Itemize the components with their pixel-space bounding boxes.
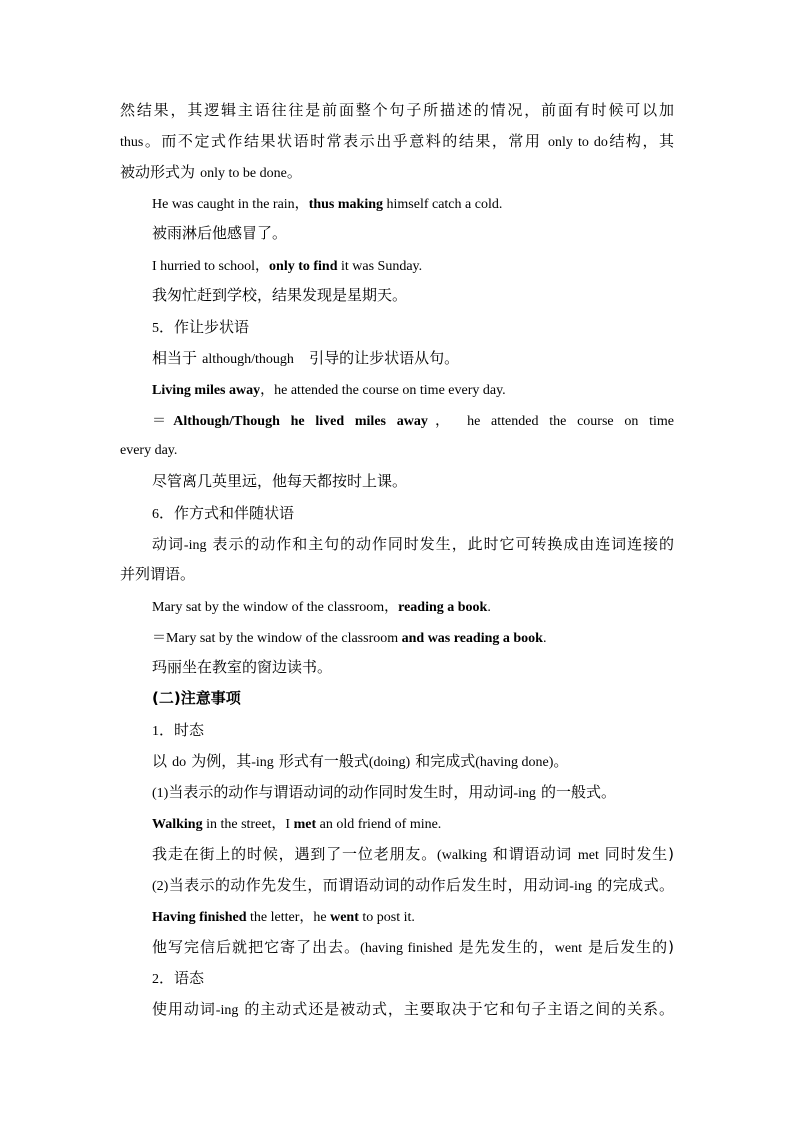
translation-line <box>120 838 674 869</box>
section-heading <box>120 311 674 342</box>
text-segment: 2 <box>152 972 159 987</box>
translation-line <box>120 931 674 962</box>
text-segment: 。 <box>286 163 302 181</box>
text-segment: 5 <box>152 321 159 336</box>
paragraph-line <box>120 528 674 559</box>
text-segment: in the street，I <box>202 817 294 832</box>
example-sentence <box>120 590 674 621</box>
paragraph-line <box>120 94 674 125</box>
bold-phrase: Living miles away <box>152 383 261 398</box>
text-segment: ＝ <box>152 414 174 429</box>
example-sentence <box>120 187 674 218</box>
text-segment: 结构，其 <box>607 132 674 150</box>
text-segment: (walking <box>437 848 487 863</box>
text-segment: do <box>172 755 187 770</box>
example-sentence <box>120 249 674 280</box>
text-segment: to post it. <box>358 910 415 925</box>
text-segment: 。而不定式作结果状语时常表示出乎意料的结果，常用 <box>143 132 542 150</box>
document-page <box>120 94 674 1024</box>
heading-text: (二)注意事项 <box>152 689 241 707</box>
text-segment: thus <box>120 135 144 150</box>
bold-phrase: met <box>293 817 317 832</box>
example-sentence <box>120 621 674 652</box>
bold-phrase: Having finished <box>152 910 247 925</box>
example-sentence <box>120 404 674 435</box>
example-sentence <box>120 807 674 838</box>
text-segment: 1 <box>152 724 159 739</box>
text-segment: although/though <box>202 352 294 367</box>
text-segment: -ing <box>215 1003 239 1018</box>
text-segment: 以 <box>152 752 168 770</box>
text-segment: -ing <box>569 879 592 894</box>
text-segment: 表示的动作和主句的动作同时发生，此时它可转换成由连词连接的 <box>212 535 674 553</box>
text-segment: 的完成式。 <box>597 876 674 894</box>
bold-phrase: thus making <box>308 197 383 212</box>
text-segment: 引导的让步状语从句。 <box>309 349 460 367</box>
text-segment: himself catch a cold. <box>383 197 503 212</box>
text-segment: 6 <box>152 507 159 522</box>
text-segment: met <box>577 848 599 863</box>
text-segment: 。 <box>553 752 569 770</box>
paragraph-line <box>120 745 674 776</box>
bold-phrase: Although/Though he lived miles away <box>173 414 428 429</box>
text-segment: 的主动式还是被动式，主要取决于它和句子主语之间的关系。 <box>244 1000 674 1018</box>
text-segment: 我走在街上的时候，遇到了一位老朋友。 <box>152 845 438 863</box>
text-segment: Mary sat by the window of the classroom， <box>152 600 399 615</box>
paragraph-line <box>120 776 674 807</box>
text-segment: only to be done <box>200 166 287 181</box>
text-segment: 他写完信后就把它寄了出去。 <box>152 938 361 956</box>
translation-line: 玛丽坐在教室的窗边读书。 <box>152 658 333 676</box>
text-segment: ．时态 <box>159 721 205 739</box>
text-segment: 相当于 <box>152 349 198 367</box>
text-segment: only to do <box>548 135 608 150</box>
translation-line: 被雨淋后他感冒了。 <box>152 224 288 242</box>
text-segment: an old friend of mine. <box>316 817 442 832</box>
section-heading <box>120 683 674 714</box>
section-heading <box>120 962 674 993</box>
example-sentence <box>120 900 674 931</box>
bold-phrase: reading a book <box>398 600 488 615</box>
text-segment: ．作方式和伴随状语 <box>159 504 295 522</box>
text-segment: 和谓语动词 <box>492 845 572 863</box>
example-sentence <box>120 373 674 404</box>
text-segment: (1) <box>152 786 169 801</box>
text-segment: 被动形式为 <box>120 163 196 181</box>
text-segment: 动词 <box>152 535 184 553</box>
text-segment: 形式有一般式 <box>278 752 369 770</box>
text-segment: I hurried to school， <box>152 259 270 274</box>
section-heading <box>120 497 674 528</box>
text-segment: 使用动词 <box>152 1000 216 1018</box>
text-segment: . <box>487 600 491 615</box>
text-segment: -ing <box>251 755 274 770</box>
translation-line: 尽管离几英里远，他每天都按时上课。 <box>152 472 408 490</box>
paragraph-line: 并列谓语。 <box>120 565 196 583</box>
text-segment: 当表示的动作先发生，而谓语动词的动作后发生时，用动词 <box>168 876 570 894</box>
text-segment: 是先发生的， <box>458 938 555 956</box>
text-segment: 和完成式 <box>415 752 476 770</box>
text-segment: . <box>542 631 547 646</box>
paragraph-line <box>120 993 674 1024</box>
section-heading <box>120 714 674 745</box>
text-segment: (2) <box>152 879 169 894</box>
text-segment: ．语态 <box>159 969 205 987</box>
text-segment: ，he attended the course on time every day. <box>260 383 506 398</box>
text-segment: -ing <box>183 538 207 553</box>
text-segment: 然结果，其逻辑主语往往是前面整个句子所描述的情况，前面有时候可以加 <box>120 101 674 119</box>
text-segment: 为例，其 <box>191 752 252 770</box>
text-segment: the letter，he <box>246 910 331 925</box>
paragraph-line <box>120 869 674 900</box>
paragraph-line <box>120 125 674 156</box>
text-segment: (having finished <box>360 941 453 956</box>
bold-phrase: went <box>330 910 359 925</box>
text-segment: ， he attended the course on time <box>427 414 674 429</box>
text-segment: 是后发生的) <box>588 938 674 956</box>
example-sentence: every day. <box>120 443 178 458</box>
bold-phrase: and was reading a book <box>401 631 543 646</box>
paragraph-line <box>120 156 674 187</box>
text-segment: ＝Mary sat by the window of the classroom <box>152 631 402 646</box>
text-segment: 同时发生) <box>604 845 674 863</box>
text-segment: it was Sunday. <box>337 259 423 274</box>
paragraph-line <box>120 342 674 373</box>
translation-line: 我匆忙赶到学校，结果发现是星期天。 <box>152 286 408 304</box>
text-segment: went <box>554 941 582 956</box>
text-segment: (having done) <box>475 755 554 770</box>
text-segment: 的一般式。 <box>541 783 617 801</box>
text-segment: He was caught in the rain， <box>152 197 309 212</box>
text-segment: 当表示的动作与谓语动词的动作同时发生时，用动词 <box>168 783 514 801</box>
bold-phrase: Walking <box>152 817 203 832</box>
text-segment: (doing) <box>368 755 411 770</box>
text-segment: ．作让步状语 <box>159 318 250 336</box>
text-segment: -ing <box>513 786 536 801</box>
bold-phrase: only to find <box>269 259 338 274</box>
